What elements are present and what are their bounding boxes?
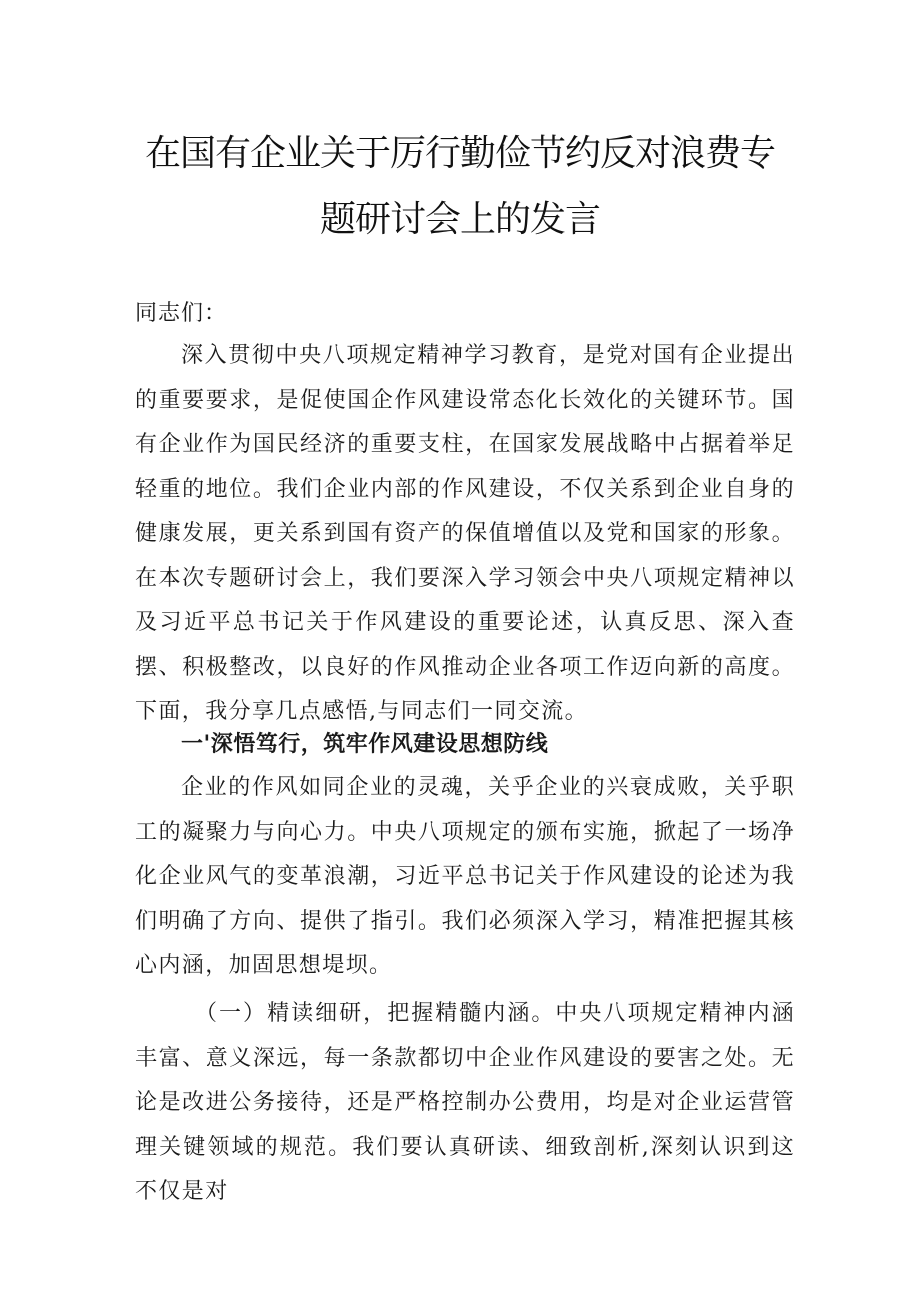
paragraph-section-1: 企业的作风如同企业的灵魂，关乎企业的兴衰成败，关乎职工的凝聚力与向心力。中央八项规定的颁布实施，掀起了一场净化企业风气的变革浪潮，习近平总书记关于作风建设的论述为我们明确了方向、提供了指引。我们必须深入学习，精准把握其核心内涵，加固思想堤坝。 bbox=[135, 775, 795, 978]
document-title-line-2: 题研讨会上的发言 bbox=[319, 199, 600, 240]
salutation: 同志们： bbox=[135, 301, 228, 326]
document-title-line-1: 在国有企业关于厉行勤俭节约反对浪费专 bbox=[144, 133, 775, 174]
paragraph-subsection-1: （一）精读细研，把握精髓内涵。中央八项规定精神内涵丰富、意义深远，每一条款都切中企业作风建设的要害之处。无论是改进公务接待，还是严格控制办公费用，均是对企业运营管理关键领域的规范。我们要认真研读、细致剖析,深刻认识到这不仅是对 bbox=[135, 1001, 795, 1204]
paragraph-intro: 深入贯彻中央八项规定精神学习教育，是党对国有企业提出的重要要求，是促使国企作风建设常态化长效化的关键环节。国有企业作为国民经济的重要支柱，在国家发展战略中占据着举足轻重的地位。我们企业内部的作风建设，不仅关系到企业自身的健康发展，更关系到国有资产的保值增值以及党和国家的形象。在本次专题研讨会上，我们要深入学习领会中央八项规定精神以及习近平总书记关于作风建设的重要论述，认真反思、深入查摆、积极整改，以良好的作风推动企业各项工作迈向新的高度。下面，我分享几点感悟,与同志们一同交流。 bbox=[135, 343, 795, 724]
section-heading-1: 一'深悟笃行，筑牢作风建设思想防线 bbox=[181, 732, 549, 757]
